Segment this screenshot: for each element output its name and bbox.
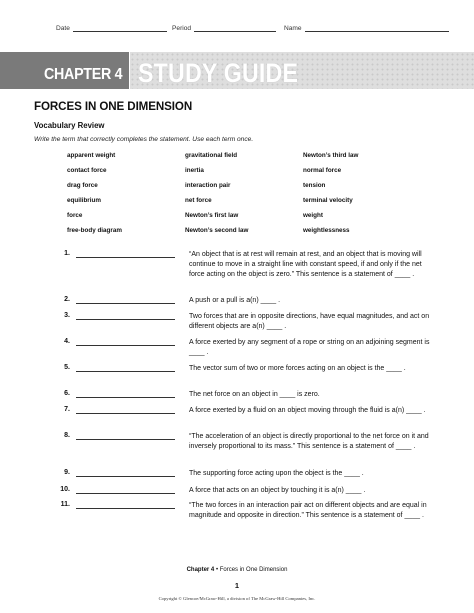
term: net force [185,197,212,204]
question-text: A push or a pull is a(n) ____ . [189,297,281,304]
footer-chapter-ref: Chapter 4 [186,567,215,573]
question-number: 11. [60,501,70,508]
period-blank[interactable] [194,25,276,32]
term: weight [303,212,323,219]
question-number: 4. [64,338,70,345]
question-text: A force exerted by a fluid on an object moving through the fluid is a(n) ____ . [189,407,426,414]
date-field [56,25,167,32]
period-field [172,25,276,32]
question-number: 3. [64,312,70,319]
question-text: “The acceleration of an object is directly proportional to the net force on it and inversely proportional to its mass.” This sentence is a statement of ____ . [189,433,429,451]
question-number: 6. [64,390,70,397]
answer-blank[interactable] [76,345,175,346]
chapter-banner [0,52,474,89]
term: drag force [67,182,98,189]
answer-blank[interactable] [76,476,175,477]
answer-blank[interactable] [76,397,175,398]
question-text: A force exerted by any segment of a rope or string on an adjoining segment is ____ . [189,339,430,357]
question-number: 2. [64,296,70,303]
answer-blank[interactable] [76,413,175,414]
answer-blank[interactable] [76,508,175,509]
question-number: 7. [64,406,70,413]
footer-chapter-line [0,567,474,573]
term: Newton’s second law [185,227,249,234]
answer-blank[interactable] [76,257,175,258]
question-number: 5. [64,364,70,371]
answer-blank[interactable] [76,319,175,320]
question-text: The vector sum of two or more forces acting on an object is the ____ . [189,365,406,372]
question-text: The supporting force acting upon the object is the ____ . [189,470,364,477]
footer-chapter-topic: Forces in One Dimension [219,567,288,573]
question-text: “An object that is at rest will remain at rest, and an object that is moving will continue to move in a straight line with constant speed, if and only if the net force acting on the object is zero.” This sentence is a statement of ____ . [189,251,422,279]
term: interaction pair [185,182,231,189]
term: apparent weight [67,152,116,159]
chapter-label: CHAPTER 4 [44,66,123,83]
question-text: Two forces that are in opposite directions, have equal magnitudes, and act on different objects are a(n) ____ . [189,313,430,331]
term: Newton’s first law [185,212,239,219]
term: inertia [185,167,204,174]
question-text: The net force on an object in ____ is zero. [189,391,320,398]
footer-bullet: • [215,567,219,573]
term: tension [303,182,326,189]
subsection-title: Vocabulary Review [34,121,105,130]
term: gravitational field [185,152,238,159]
term: normal force [303,167,342,174]
term: equilibrium [67,197,101,204]
instructions: Write the term that correctly completes the statement. Use each term once. [34,136,254,143]
answer-blank[interactable] [76,439,175,440]
question-text: A force that acts on an object by touching it is a(n) ____ . [189,487,366,494]
answer-blank[interactable] [76,371,175,372]
date-blank[interactable] [73,25,167,32]
answer-blank[interactable] [76,493,175,494]
name-field [284,25,449,32]
period-label: Period [172,25,192,32]
date-label: Date [56,25,70,32]
copyright-notice: Copyright © Glencoe/McGraw-Hill, a division of The McGraw-Hill Companies, Inc. [158,596,316,601]
study-guide-title: STUDY GUIDE [138,58,299,88]
question-number: 8. [64,432,70,439]
term: terminal velocity [303,197,353,204]
name-label: Name [284,25,302,32]
term: force [67,212,83,219]
question-number: 10. [60,486,70,493]
term: weightlessness [303,227,350,234]
question-text: “The two forces in an interaction pair act on different objects and are equal in magnitude and opposite in direction.” This sentence is a statement of ____ . [189,502,427,520]
term: free-body diagram [67,227,122,234]
answer-blank[interactable] [76,303,175,304]
name-blank[interactable] [305,25,449,32]
section-title: FORCES IN ONE DIMENSION [34,100,193,113]
question-number: 1. [64,250,70,257]
term: contact force [67,167,107,174]
page-number: 1 [234,581,240,590]
question-number: 9. [64,469,70,476]
term: Newton’s third law [303,152,359,159]
